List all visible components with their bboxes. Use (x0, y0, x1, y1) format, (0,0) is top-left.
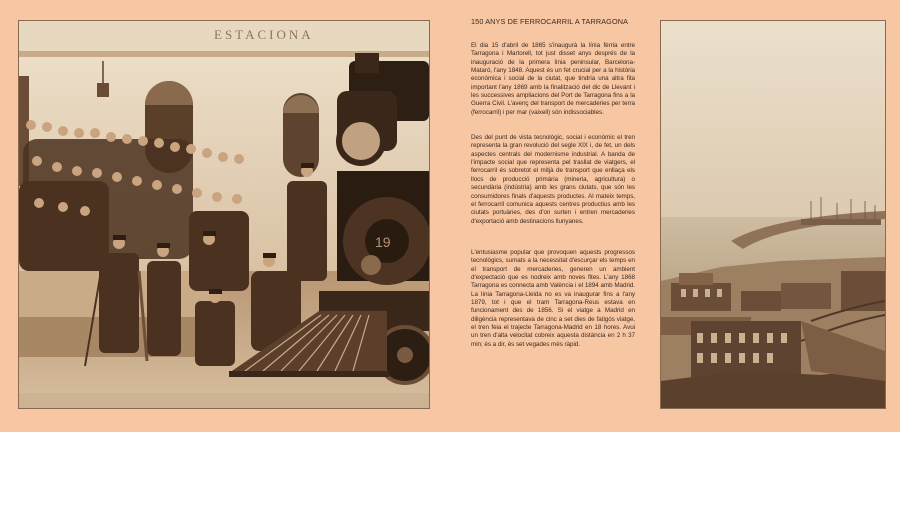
station-sign: ESTACIONA (214, 27, 314, 42)
article-title: 150 ANYS DE FERROCARRIL A TARRAGONA (471, 17, 629, 26)
port-view-photo (660, 20, 886, 409)
article-paragraph-3: L'entusiasme popular que provoquen aquests progressos tecnològics, sumats a la necessitat d'escurçar els temps en el transport de mercaderies, generen un ambient d'expectació que es nodreix amb noves fites. L'any 1868 Tarragona es connecta amb València i el 1894 amb Madrid. La línia Tarragona-Lleida no es va inaugurar fins a l'any 1879, tot i que el tram Tarragona-Reus estava en funcionament des de 1856. Si el viatge a Madrid en diligència representava de cinc a set dies de fatigós viatge, el tren feia el trajecte Tarragona-Madrid en 18 hores. Avui un tren d'alta velocitat cobreix aquesta distància en 2 h 37 min; és a dir, és set vegades més ràpid. (471, 248, 635, 348)
locomotive-number: 19 (375, 234, 391, 250)
article-paragraph-2: Des del punt de vista tecnològic, social i econòmic el tren representa la gran revolució del segle XIX i, de fet, un dels aspectes centrals del modernisme industrial. A banda de l'impacte social que representa pel trasllat de viatgers, el ferrocarril és sobretot el mitjà de transport que enllaça els llocs de producció primària (mineria, agricultura) o secundària (indústria) amb les grans ciutats, que són les consumidores finals d'aquests productes. Al mateix temps, el ferrocarril comunica aquests centres productius amb les ciutats portuàries, des d'on surten i entren mercaderies d'exportació amb destinacions llunyanes. (471, 134, 635, 225)
article-paragraph-1: El dia 15 d'abril de 1865 s'inaugurà la línia fèrria entre Tarragona i Martorell, tot just disset anys després de la inauguració de la primera línia peninsular, Barcelona-Mataró, l'any 1848. Aquest és un fet crucial per a la història econòmica i social de la ciutat, que tindria una altra fita important l'any 1869 amb la finalització del dic de Llevant i les successives ampliacions del Port de Tarragona fins a la Guerra Civil. L'avenç del transport de mercaderies per terra (ferrocarril) i per mar (vaixell) són indissociables. (471, 42, 635, 116)
railway-workers-photo (18, 20, 430, 409)
article-column (471, 17, 635, 366)
